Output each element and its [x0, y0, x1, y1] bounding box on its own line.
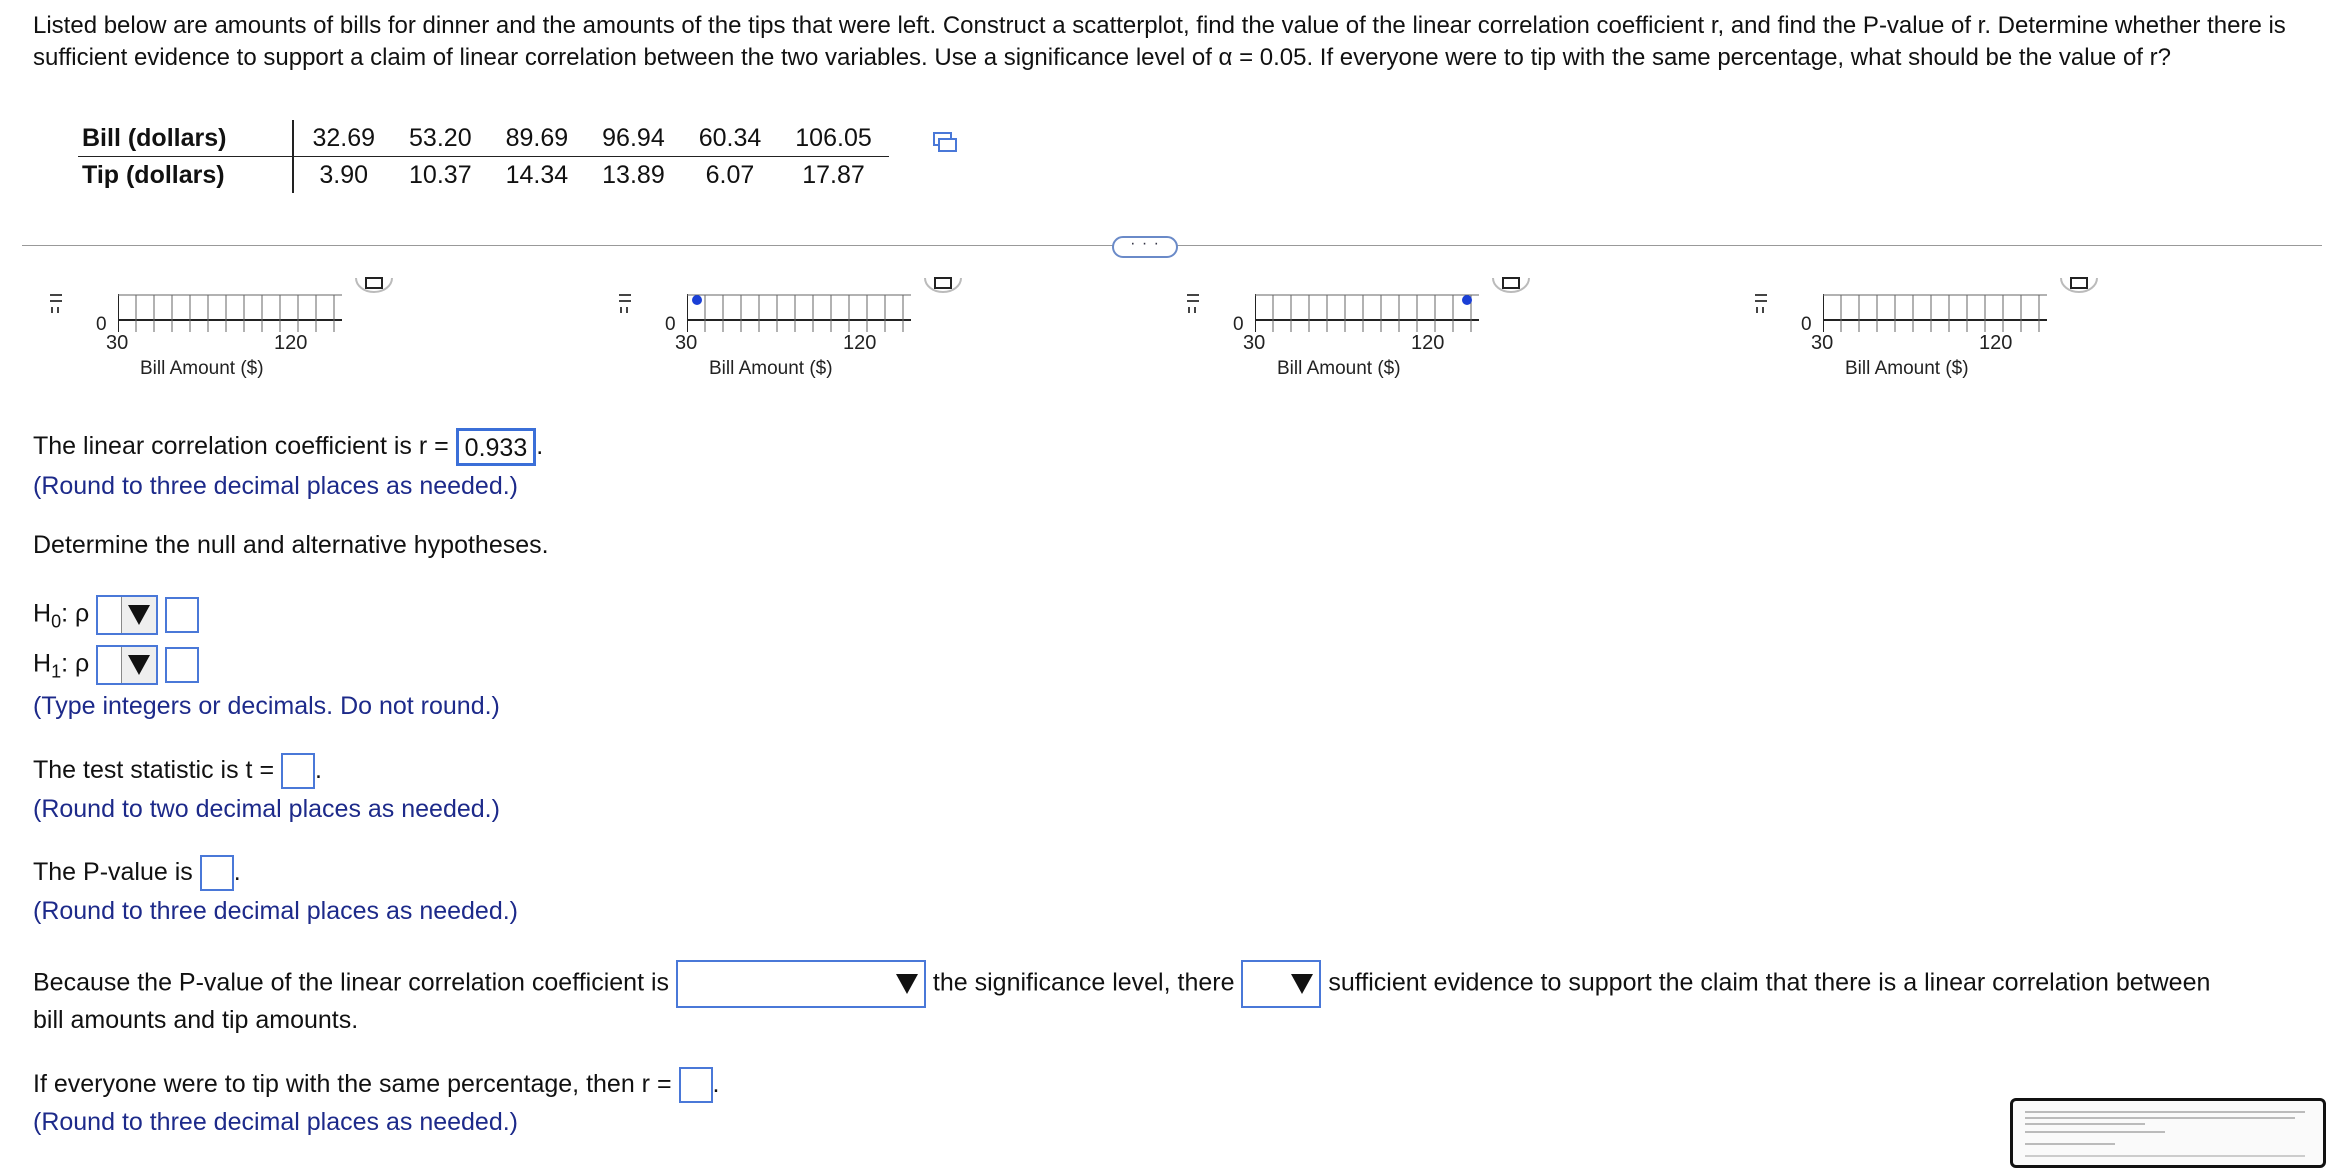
dropdown-arrow-icon — [1291, 974, 1313, 994]
graph-radio[interactable] — [354, 276, 394, 306]
conclusion-part1: Because the P-value of the linear correlation coefficient is — [33, 968, 670, 997]
tip-cell: 13.89 — [602, 161, 665, 189]
same-pct-line — [33, 1066, 719, 1103]
hypotheses-hint: (Type integers or decimals. Do not round.) — [33, 692, 500, 720]
data-table — [78, 120, 889, 193]
t-suffix: . — [315, 756, 322, 784]
r-value-input[interactable]: 0.933 — [456, 428, 537, 466]
graph-option-b[interactable] — [617, 276, 947, 386]
h0-value-input[interactable] — [165, 597, 199, 633]
x-max-label: 120 — [1979, 332, 2013, 354]
x-max-label: 120 — [274, 332, 308, 354]
dropdown-arrow-icon — [896, 974, 918, 994]
h0-subscript: 0 — [51, 611, 62, 632]
grid — [687, 294, 911, 332]
tip-cell: 17.87 — [802, 161, 865, 189]
data-point — [1462, 295, 1472, 305]
same-pct-suffix: . — [712, 1070, 720, 1098]
x-min-label: 30 — [1811, 332, 1834, 354]
bill-cell: 96.94 — [585, 120, 682, 157]
same-pct-r-input[interactable] — [679, 1067, 713, 1103]
hypotheses-title: Determine the null and alternative hypotheses. — [33, 531, 549, 559]
r-line — [33, 428, 543, 466]
h1-label: H — [33, 649, 52, 678]
dropdown-arrow-icon — [128, 605, 150, 625]
r-prefix: The linear correlation coefficient is r = — [33, 432, 449, 460]
conclusion-line — [33, 960, 2210, 1008]
question-text: Listed below are amounts of bills for dinner and the amounts of the tips that were left. Construct a scatterplot, find the value of the linear correlation coefficient r, and find the P-value of r. Determine whether there is sufficient evidence to support a claim of linear correlation between the two variables. Use a significance level of α = 0.05. If everyone were to tip with the same percentage, what should be the value of r? — [33, 12, 2286, 71]
y-zero-label: 0 — [1233, 314, 1244, 335]
x-min-label: 30 — [675, 332, 698, 354]
same-pct-hint: (Round to three decimal places as needed.) — [33, 1108, 519, 1136]
graph-radio[interactable] — [1491, 276, 1531, 306]
conclusion-part3: sufficient evidence to support the claim that there is a linear correlation between — [1328, 968, 2211, 997]
evidence-select[interactable] — [1241, 960, 1321, 1008]
more-button[interactable]: · · · — [1112, 236, 1178, 258]
graph-option-c[interactable] — [1185, 276, 1515, 386]
bill-row-label: Bill (dollars) — [78, 120, 293, 157]
graph-radio[interactable] — [923, 276, 963, 306]
r-suffix: . — [536, 432, 544, 460]
x-axis-label: Bill Amount ($) — [709, 358, 833, 379]
y-zero-label: 0 — [1801, 314, 1812, 335]
tip-cell: 3.90 — [319, 161, 369, 189]
x-min-label: 30 — [1243, 332, 1266, 354]
p-suffix: . — [233, 858, 241, 886]
x-max-label: 120 — [1411, 332, 1445, 354]
tip-cell: 6.07 — [705, 161, 755, 189]
graph-radio[interactable] — [2059, 276, 2099, 306]
h1-subscript: 1 — [51, 661, 62, 682]
same-pct-prefix: If everyone were to tip with the same percentage, then r = — [33, 1070, 672, 1098]
y-axis-label-icon — [48, 292, 68, 314]
x-axis-label: Bill Amount ($) — [1277, 358, 1401, 379]
comparison-select[interactable] — [676, 960, 926, 1008]
h1-operator-select[interactable] — [96, 645, 158, 685]
y-axis-label-icon — [617, 292, 637, 314]
p-value-input[interactable] — [200, 855, 234, 891]
h0-line — [33, 595, 199, 640]
tip-cell: 10.37 — [409, 161, 472, 189]
y-zero-label: 0 — [96, 314, 107, 335]
conclusion-line2: bill amounts and tip amounts. — [33, 1006, 359, 1034]
y-zero-label: 0 — [665, 314, 676, 335]
tip-cell: 14.34 — [505, 161, 569, 189]
bill-cell: 32.69 — [293, 120, 392, 157]
x-min-label: 30 — [106, 332, 129, 354]
r-hint: (Round to three decimal places as needed.) — [33, 472, 519, 500]
y-axis-label-icon — [1185, 292, 1205, 314]
data-point — [692, 295, 702, 305]
bill-cell: 53.20 — [392, 120, 489, 157]
x-axis-label: Bill Amount ($) — [140, 358, 264, 379]
y-axis-label-icon — [1753, 292, 1773, 314]
t-prefix: The test statistic is t = — [33, 756, 275, 784]
bill-cell: 89.69 — [489, 120, 586, 157]
p-prefix: The P-value is — [33, 858, 193, 886]
p-line — [33, 854, 241, 891]
graph-option-d[interactable] — [1753, 276, 2083, 386]
h0-label: H — [33, 599, 52, 628]
grid — [1255, 294, 1479, 332]
grid — [118, 294, 342, 332]
x-max-label: 120 — [843, 332, 877, 354]
t-hint: (Round to two decimal places as needed.) — [33, 795, 500, 823]
h0-operator-select[interactable] — [96, 595, 158, 635]
bill-cell: 106.05 — [778, 120, 888, 157]
bill-cell: 60.34 — [682, 120, 779, 157]
t-value-input[interactable] — [281, 753, 315, 789]
h1-value-input[interactable] — [165, 647, 199, 683]
page-thumbnail[interactable] — [2010, 1098, 2326, 1168]
x-axis-label: Bill Amount ($) — [1845, 358, 1969, 379]
h1-rho: : ρ — [61, 649, 90, 678]
grid — [1823, 294, 2047, 332]
tip-row-label: Tip (dollars) — [78, 157, 293, 194]
conclusion-part2: the significance level, there — [932, 968, 1235, 997]
copy-data-icon[interactable] — [933, 132, 957, 152]
graph-option-a[interactable] — [48, 276, 378, 386]
dropdown-arrow-icon — [128, 655, 150, 675]
h1-line — [33, 645, 199, 690]
h0-rho: : ρ — [61, 599, 90, 628]
p-hint: (Round to three decimal places as needed.) — [33, 897, 519, 925]
t-line — [33, 752, 322, 789]
